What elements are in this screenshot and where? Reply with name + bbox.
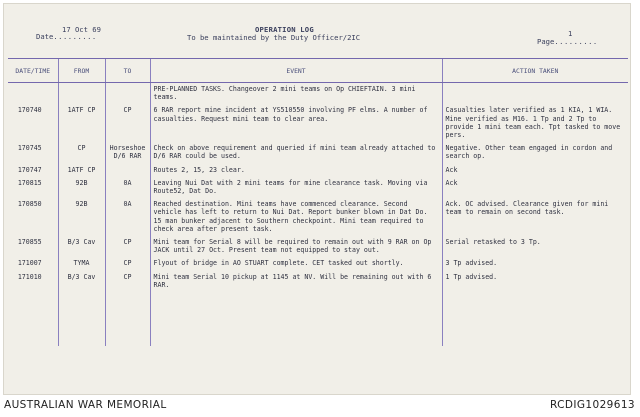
cell-action: 1 Tp advised. — [442, 271, 628, 346]
table-row — [8, 177, 628, 198]
cell-action: Ack — [442, 164, 628, 177]
cell-event: Reached destination. Mini teams have commenced clearance. Second vehicle has left to return to Nui Dat. Report bunker blown in Dat Do. 15 man bunker adjacent to Southern checkpoint. Mini team required to check area after present task. — [150, 198, 442, 236]
page-title: OPERATION LOG — [255, 25, 314, 34]
table-row — [8, 198, 628, 236]
cell-time — [8, 83, 58, 105]
cell-event: PRE-PLANNED TASKS. Changeover 2 mini teams on Op CHIEFTAIN. 3 mini teams. — [150, 83, 442, 105]
table-row — [8, 257, 628, 270]
table-row — [8, 83, 628, 105]
cell-to: CP — [105, 271, 150, 346]
cell-to: CP — [105, 236, 150, 257]
table-row — [8, 104, 628, 142]
cell-from: 92B — [58, 198, 105, 236]
cell-time: 170747 — [17, 165, 42, 174]
table-row — [8, 142, 628, 163]
cell-to — [105, 83, 150, 105]
cell-time: 170815 — [17, 178, 42, 187]
cell-from: 1ATF CP — [58, 164, 105, 177]
cell-event: Mini team Serial 10 pickup at 1145 at NV. Will be remaining out with 6 RAR. — [150, 271, 442, 346]
cell-from: 92B — [58, 177, 105, 198]
cell-action: Serial retasked to 3 Tp. — [442, 236, 628, 257]
table-row — [8, 236, 628, 257]
cell-time: 170745 — [17, 144, 42, 153]
table-row — [8, 271, 628, 346]
cell-to: 0A — [105, 177, 150, 198]
operation-log-table — [8, 58, 628, 346]
cell-from — [58, 83, 105, 105]
cell-from: TYMA — [58, 257, 105, 270]
cell-to: Horseshoe D/6 RAR — [105, 142, 150, 163]
page-number: 1 — [568, 29, 573, 38]
cell-from: B/3 Cav — [58, 271, 105, 346]
cell-action: Ack — [442, 177, 628, 198]
cell-time: 171010 — [17, 272, 42, 281]
date-label: Date......... — [36, 32, 97, 41]
col-header-event: EVENT — [150, 59, 442, 83]
cell-time: 170855 — [17, 238, 42, 247]
cell-to: CP — [105, 104, 150, 142]
log-sheet — [3, 3, 631, 395]
cell-time: 171007 — [17, 259, 42, 268]
cell-to — [105, 164, 150, 177]
cell-from: CP — [58, 142, 105, 163]
cell-event: Mini team for Serial 8 will be required to remain out with 9 RAR on Op JACK until 27 Oct. Present team not equipped to stay out. — [150, 236, 442, 257]
date-value: 17 Oct 69 — [62, 25, 101, 34]
cell-action: 3 Tp advised. — [442, 257, 628, 270]
col-header-to: TO — [105, 59, 150, 83]
col-header-from: FROM — [58, 59, 105, 83]
cell-event: Leaving Nui Dat with 2 mini teams for mine clearance task. Moving via Route52, Dat Do. — [150, 177, 442, 198]
page-label: Page......... — [537, 37, 598, 46]
cell-time: 170740 — [17, 106, 42, 115]
col-header-datetime: DATE/TIME — [8, 59, 58, 83]
record-id: RCDIG1029613 — [550, 399, 635, 411]
col-header-action: ACTION TAKEN — [442, 59, 628, 83]
cell-from: B/3 Cav — [58, 236, 105, 257]
cell-event: Routes 2, 15, 23 clear. — [150, 164, 442, 177]
cell-action: Ack. OC advised. Clearance given for mini team to remain on second task. — [442, 198, 628, 236]
page-subtitle: To be maintained by the Duty Officer/2IC — [187, 33, 361, 42]
archive-credit: AUSTRALIAN WAR MEMORIAL — [4, 399, 167, 411]
cell-event: Check on above requirement and queried if mini team already attached to D/6 RAR could be used. — [150, 142, 442, 163]
cell-event: 6 RAR report mine incident at YS510550 involving PF elms. A number of casualties. Request mini team to clear area. — [150, 104, 442, 142]
cell-to: 0A — [105, 198, 150, 236]
cell-event: Flyout of bridge in AO STUART complete. CET tasked out shortly. — [150, 257, 442, 270]
cell-time: 170850 — [17, 200, 42, 209]
cell-action: Negative. Other team engaged in cordon and search op. — [442, 142, 628, 163]
cell-action — [442, 83, 628, 105]
table-row — [8, 164, 628, 177]
cell-to: CP — [105, 257, 150, 270]
cell-action: Casualties later verified as 1 KIA, 1 WIA. Mine verified as M16. 1 Tp and 2 Tp to provide 1 mini team each. Tpt tasked to move pers. — [442, 104, 628, 142]
cell-from: 1ATF CP — [58, 104, 105, 142]
table-header-row — [8, 59, 628, 83]
